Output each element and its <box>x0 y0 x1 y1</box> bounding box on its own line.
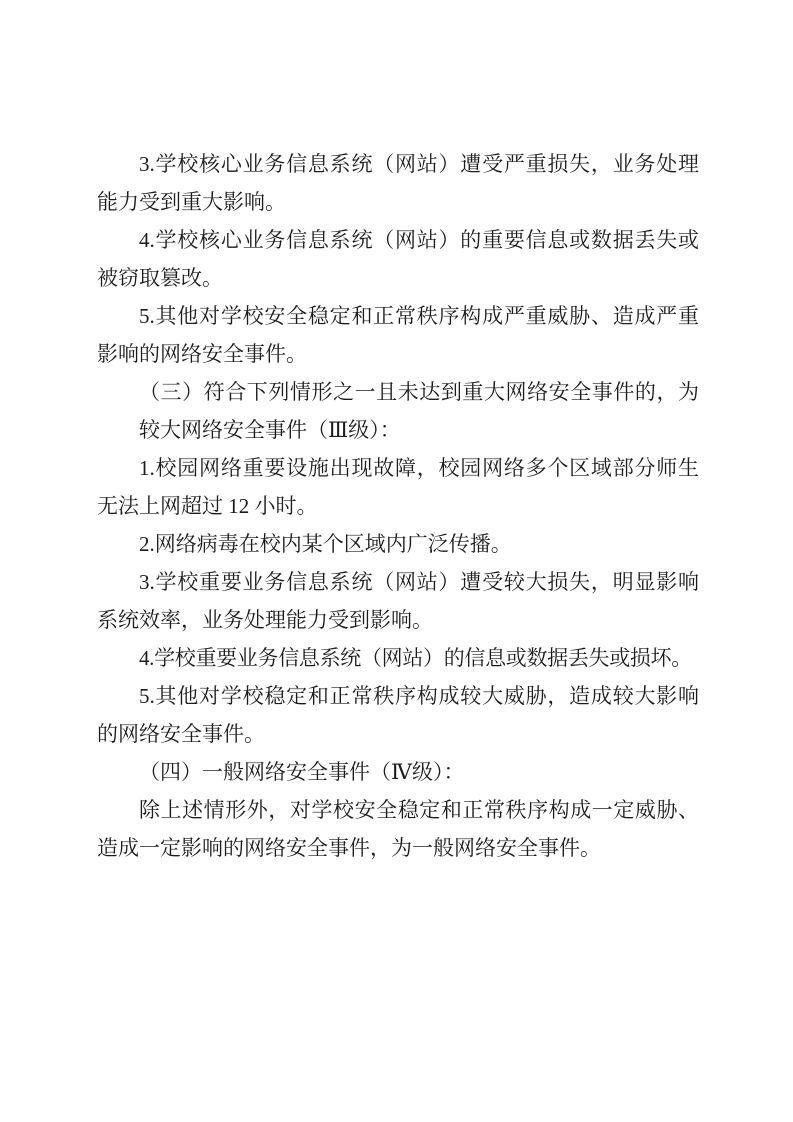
paragraph-core-data-loss: 4.学校核心业务信息系统（网站）的重要信息或数据丢失或被窃取篡改。 <box>97 228 699 290</box>
paragraph-core-system-damage: 3.学校核心业务信息系统（网站）遭受严重损失，业务处理能力受到重大影响。 <box>97 152 699 214</box>
paragraph-important-system-damage: 3.学校重要业务信息系统（网站）遭受较大损失，明显影响系统效率，业务处理能力受到影响。 <box>97 570 699 632</box>
paragraph-heading-level-3-events: （三）符合下列情形之一且未达到重大网络安全事件的，为较大网络安全事件（Ⅲ级）： <box>139 380 699 442</box>
document-text-block <box>97 145 699 867</box>
paragraph-other-severe-events: 5.其他对学校安全稳定和正常秩序构成严重威胁、造成严重影响的网络安全事件。 <box>97 304 699 366</box>
paragraph-general-events-definition: 除上述情形外，对学校安全稳定和正常秩序构成一定威胁、造成一定影响的网络安全事件，为一般网络安全事件。 <box>97 798 699 860</box>
paragraph-virus-spread: 2.网络病毒在校内某个区域内广泛传播。 <box>139 532 512 556</box>
paragraph-other-major-events: 5.其他对学校稳定和正常秩序构成较大威胁，造成较大影响的网络安全事件。 <box>97 684 699 746</box>
paragraph-campus-network-outage: 1.校园网络重要设施出现故障，校园网络多个区域部分师生无法上网超过 12 小时。 <box>97 456 699 518</box>
paragraph-heading-level-4-events: （四）一般网络安全事件（Ⅳ级）： <box>139 760 465 784</box>
paragraph-important-data-loss: 4.学校重要业务信息系统（网站）的信息或数据丢失或损坏。 <box>139 646 692 670</box>
